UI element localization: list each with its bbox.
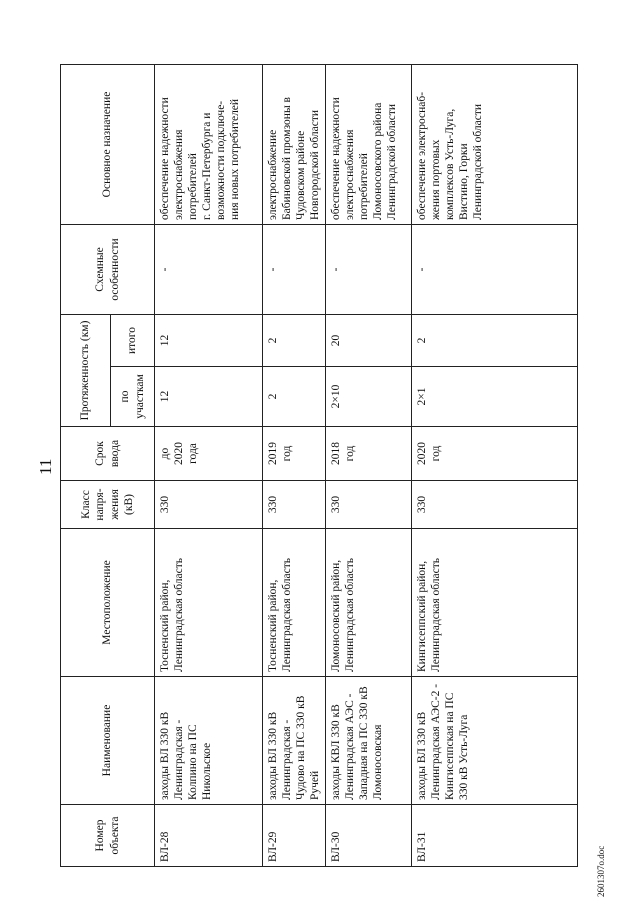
- cell-purpose: обеспечение надежности электроснабжения потребителей г. Санкт-Петербурга и возможности подключе- ния новых потребителей: [155, 65, 263, 225]
- header-term: Срок ввода: [61, 427, 155, 481]
- cell-location: Кингисеппский район, Ленинградская область: [412, 529, 578, 677]
- header-length-group: Протяженность (км): [61, 315, 111, 427]
- objects-table: [60, 64, 578, 867]
- header-schema: Схемные особенности: [61, 225, 155, 315]
- cell-term: 2020 год: [412, 427, 578, 481]
- cell-number: ВЛ-29: [263, 805, 326, 867]
- cell-number: ВЛ-30: [326, 805, 412, 867]
- table-row: [326, 65, 412, 867]
- cell-length-sections: 2×10: [326, 367, 412, 427]
- cell-term: 2018 год: [326, 427, 412, 481]
- cell-name: заходы КВЛ 330 кВ Ленинградская АЭС - Западная на ПС 330 кВ Ломоносовская: [326, 677, 412, 805]
- cell-number: ВЛ-28: [155, 805, 263, 867]
- header-name: Наименование: [61, 677, 155, 805]
- cell-length-sections: 12: [155, 367, 263, 427]
- cell-name: заходы ВЛ 330 кВ Ленинградская АЭС-2 - Кингисеппская на ПС 330 кВ Усть-Луга: [412, 677, 578, 805]
- cell-voltage: 330: [326, 481, 412, 529]
- table-row: [263, 65, 326, 867]
- cell-name: заходы ВЛ 330 кВ Ленинградская - Чудово на ПС 330 кВ Ручей: [263, 677, 326, 805]
- cell-length-sections: 2×1: [412, 367, 578, 427]
- cell-name: заходы ВЛ 330 кВ Ленинградская - Колпино на ПС Никольское: [155, 677, 263, 805]
- page-number: 11: [36, 458, 55, 475]
- cell-location: Тосненский район, Ленинградская область: [155, 529, 263, 677]
- cell-number: ВЛ-31: [412, 805, 578, 867]
- cell-term: до 2020 года: [155, 427, 263, 481]
- header-voltage: Класс напря- жения (кВ): [61, 481, 155, 529]
- cell-schema: -: [326, 225, 412, 315]
- table-row: [155, 65, 263, 867]
- cell-location: Ломоносовский район, Ленинградская область: [326, 529, 412, 677]
- header-purpose: Основное назначение: [61, 65, 155, 225]
- cell-schema: -: [412, 225, 578, 315]
- cell-schema: -: [155, 225, 263, 315]
- cell-purpose: обеспечение электроснаб- жения портовых комплексов Усть-Луга, Вистино, Горки Ленинградской области: [412, 65, 578, 225]
- cell-purpose: электроснабжение Бабиновской промзоны в Чудовском районе Новгородской области: [263, 65, 326, 225]
- cell-length-total: 2: [412, 315, 578, 367]
- header-length-total: итого: [111, 315, 155, 367]
- cell-length-total: 2: [263, 315, 326, 367]
- document-code: 2601307о.doc: [596, 845, 606, 897]
- cell-length-total: 12: [155, 315, 263, 367]
- cell-schema: -: [263, 225, 326, 315]
- table-row: [412, 65, 578, 867]
- cell-voltage: 330: [155, 481, 263, 529]
- header-location: Местоположение: [61, 529, 155, 677]
- header-length-sections: по участкам: [111, 367, 155, 427]
- cell-voltage: 330: [412, 481, 578, 529]
- cell-term: 2019 год: [263, 427, 326, 481]
- cell-length-sections: 2: [263, 367, 326, 427]
- header-number: Номер объекта: [61, 805, 155, 867]
- cell-purpose: обеспечение надежности электроснабжения потребителей Ломоносовского района Ленинградской области: [326, 65, 412, 225]
- cell-location: Тосненский район, Ленинградская область: [263, 529, 326, 677]
- cell-voltage: 330: [263, 481, 326, 529]
- cell-length-total: 20: [326, 315, 412, 367]
- header-row: [61, 65, 111, 867]
